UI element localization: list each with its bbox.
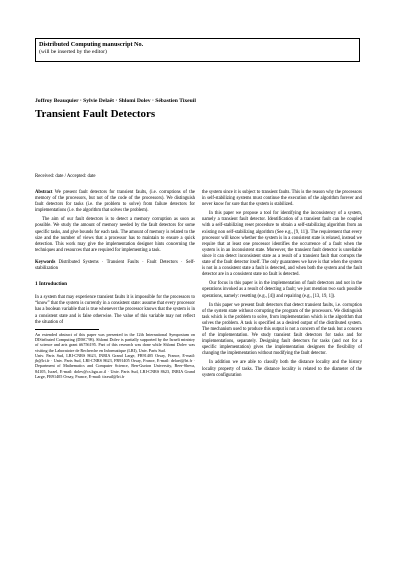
paper-title: Transient Fault Detectors <box>35 108 156 120</box>
abstract-label: Abstract <box>35 190 53 195</box>
intro-paragraph: In a system that may experience transient faults it is impossible for the processors to “know” that the system is currently in a consistent state: assume that every processor has a boolean variable that is true whenever the processor knows that the system is in a consistent state and is false otherwise. The value of this variable may not reflect the situation of <box>35 295 195 325</box>
keywords-text: Distributed Systems · Transient Faults · Fault Detectors · Self-stabilization <box>35 259 195 272</box>
manuscript-box <box>35 38 360 62</box>
body-paragraph-4: In this paper we present fault detectors that detect transient faults, i.e. corruption of the system state without corrupting the program of the processors. We distinguish task which is the problem to solve, from implementation which is the algorithm that solves the problem. A task is specified as a desired output of the distributed system. The mechanism used to produce this output is not a concern of the task but a concern of the implementation. We study transient fault detectors for tasks and for implementations, separately. Designing fault detectors for tasks (and not for a specific implementation) gives the implementation designers the flexibility of changing the implementation without modifying the fault detector. <box>202 302 362 357</box>
abstract-paragraph <box>35 190 195 214</box>
body-paragraph-3: Our focus in this paper is in the implementation of fault detectors and not in the operations invoked as a result of detecting a fault; we just mention two such possible operations, namely: resetting (e.g., [4]) and repairing (e.g., [13, 19, 1]). <box>202 281 362 299</box>
body-paragraph-1: the system since it is subject to transient faults. This is the reason why the processors in self-stabilizing systems must continue the execution of the algorithm forever and never know for sure that the system is stabilized. <box>202 190 362 208</box>
manuscript-line: Distributed Computing manuscript No. <box>39 41 144 48</box>
editor-line: (will be inserted by the editor) <box>39 49 107 55</box>
section-heading: 1 Introduction <box>35 281 68 288</box>
abstract-text: We present fault detectors for transient faults, (i.e. corruptions of the memory of the processors, but not of the code of the processors). We distinguish fault detectors for tasks (i.e. the problem to solve) from failure detectors for implementations (i.e. the algorithm that solves the problem). <box>35 190 195 214</box>
keywords-label: Keywords <box>35 259 56 265</box>
left-column <box>35 190 195 380</box>
body-paragraph-5: In addition we are able to classify both the distance locality and the history locality property of tasks. The distance locality is related to the diameter of the system configuration <box>202 360 362 378</box>
right-column <box>202 190 362 382</box>
footnote-affiliations: Univ. Paris Sud, LRI-CNRS 8623, INRIA Grand Large, FR91405 Orsay, France, E-mail: jb@lri.fr · Univ. Paris Sud, LRI-CNRS 8623, FR91405 Orsay, France, E-mail: delaet@lri.fr · Department of Mathematics and Computer Science, Ben-Gurion University, Beer-Sheva, 84105, Israel, E-mail: dolev@cs.bgu.ac.il · Univ. Paris Sud, LRI-CNRS 8623, INRIA Grand Large, FR91405 Orsay, France, E-mail: tixeuil@lri.fr <box>35 352 195 380</box>
footnote-extended-abstract: An extended abstract of this paper was presented in the 12th International Symposium on DIStributed Computing (DISC’98). Shlomi Dolev is partially supported by the Israeli ministry of science and arts grant #6756195. Part of this research was done while Shlomi Dolev was visiting the Laboratoire de Recherche en Informatique (LRI), Univ. Paris Sud. <box>35 331 195 353</box>
keywords-paragraph <box>35 260 195 272</box>
footnote-divider <box>35 329 99 330</box>
author-list: Joffroy Beauquier · Sylvie Delaët · Shlomi Dolev · Sébastien Tixeuil <box>35 98 196 104</box>
received-line: Received: date / Accepted: date <box>35 174 96 179</box>
abstract-paragraph-2: The aim of our fault detectors is to detect a memory corruption as soon as possible. We study the amount of memory needed by the fault detectors for some specific tasks, and give bounds for each task. The amount of memory is related to the size and the number of views that a processor has to maintain to ensure a quick detection. This work may give the implementation designer hints concerning the techniques and resources that are required for implementing a task. <box>35 217 195 253</box>
footnote-block <box>35 332 195 380</box>
body-paragraph-2: In this paper we propose a tool for identifying the inconsistency of a system, namely a transient fault detector. Identification of a transient fault can be coupled with a self-stabilizing reset procedure to obtain a self-stabilizing algorithm from an existing non self-stabilizing algorithm (See e.g., [9, 11]). The requirement that every processor will know whether the system is in a consistent state is relaxed, instead we require that at least one processor identifies the occurrence of a fault when the system is in an inconsistent state. Moreover, the transient fault detector is unreliable since it can detect inconsistent state as a result of a transient fault that corrupts the state of the fault detector itself. The only guarantees we have is that when the system is not in a consistent state a fault is detected, and when both the system and the fault detector are in a consistent state no fault is detected. <box>202 211 362 278</box>
